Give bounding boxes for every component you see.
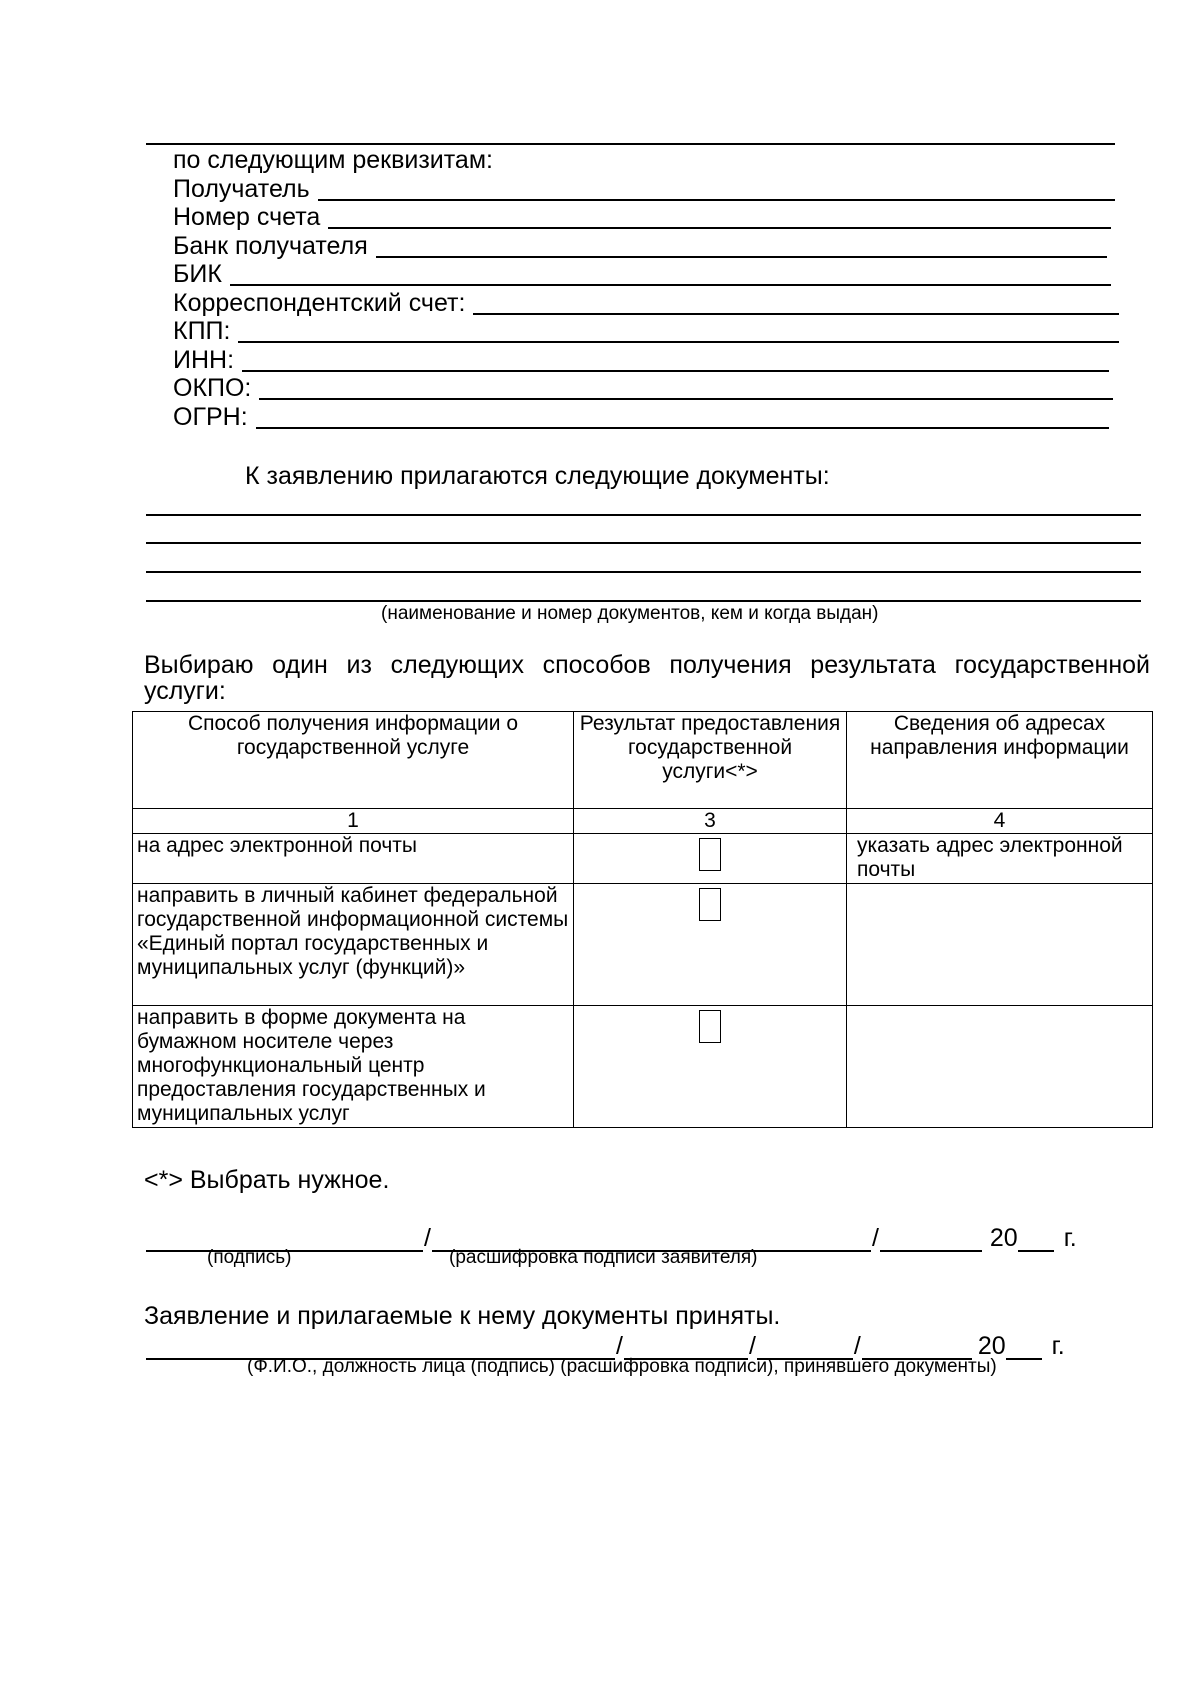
field-underline[interactable] — [473, 291, 1119, 315]
field-label: Номер счета — [173, 203, 321, 231]
attachments-heading: К заявлению прилагаются следующие документы: — [245, 462, 830, 490]
separator: / — [871, 1224, 879, 1252]
column-number: 4 — [847, 809, 1153, 834]
column-number: 1 — [133, 809, 574, 834]
field-label: Получатель — [173, 175, 310, 203]
field-bik[interactable] — [173, 260, 1111, 288]
field-ogrn[interactable] — [173, 403, 1109, 431]
result-cell — [574, 1006, 847, 1128]
address-email: указать адрес электронной почты — [847, 834, 1153, 884]
field-account-number[interactable] — [173, 203, 1111, 231]
attachments-caption: (наименование и номер документов, кем и когда выдан) — [381, 603, 879, 624]
acceptance-text: Заявление и прилагаемые к нему документы приняты. — [144, 1302, 781, 1330]
attachments-line-4[interactable] — [146, 600, 1141, 602]
table-row — [133, 884, 1153, 1006]
field-underline[interactable] — [259, 376, 1113, 400]
separator: / — [853, 1332, 861, 1360]
separator: / — [748, 1332, 756, 1360]
separator: / — [616, 1332, 623, 1360]
field-underline[interactable] — [242, 348, 1109, 372]
field-recipient[interactable] — [173, 175, 1115, 203]
year-prefix: 20 — [989, 1224, 1018, 1252]
table-number-row — [133, 809, 1153, 834]
field-underline[interactable] — [256, 405, 1109, 429]
field-underline[interactable] — [230, 262, 1111, 286]
year-suffix: г. — [1063, 1224, 1077, 1252]
field-kpp[interactable] — [173, 317, 1119, 345]
field-correspondent-account[interactable] — [173, 289, 1119, 317]
methods-table — [132, 711, 1153, 1128]
field-underline[interactable] — [238, 319, 1119, 343]
requisites-intro: по следующим реквизитам: — [173, 146, 493, 174]
field-label: Корреспондентский счет: — [173, 289, 466, 317]
header-address: Сведения об адресах направления информации — [847, 712, 1153, 809]
methods-intro: Выбираю один из следующих способов получения результата государственной услуги: — [144, 651, 1150, 705]
signature-caption: (подпись) — [207, 1247, 292, 1268]
date-field[interactable] — [880, 1226, 982, 1252]
method-personal-cabinet: направить в личный кабинет федеральной государственной информационной системы «Единый портал государственных и муниципальных услуг (функций)» — [133, 884, 574, 1006]
method-paper-mfc: направить в форме документа на бумажном носителе через многофункциональный центр предоставления государственных и муниципальных услуг — [133, 1006, 574, 1128]
attachments-line-2[interactable] — [146, 542, 1141, 544]
result-cell — [574, 834, 847, 884]
field-label: ОКПО: — [173, 374, 252, 402]
signature-decode-caption: (расшифровка подписи заявителя) — [449, 1247, 758, 1268]
top-continuation-line — [146, 143, 1115, 145]
field-label: БИК — [173, 260, 222, 288]
field-underline[interactable] — [328, 205, 1111, 229]
select-paper-checkbox[interactable] — [699, 1010, 721, 1043]
year-field[interactable] — [1018, 1226, 1054, 1252]
field-label: ИНН: — [173, 346, 235, 374]
table-row — [133, 1006, 1153, 1128]
field-recipient-bank[interactable] — [173, 232, 1107, 260]
select-portal-checkbox[interactable] — [699, 888, 721, 921]
year-suffix: г. — [1051, 1332, 1065, 1360]
column-number: 3 — [574, 809, 847, 834]
table-row — [133, 834, 1153, 884]
attachments-line-1[interactable] — [146, 514, 1141, 516]
result-cell — [574, 884, 847, 1006]
field-underline[interactable] — [318, 177, 1115, 201]
header-result: Результат предоставления государственной услуги<*> — [574, 712, 847, 809]
table-header-row — [133, 712, 1153, 809]
field-underline[interactable] — [376, 234, 1107, 258]
field-inn[interactable] — [173, 346, 1109, 374]
address-paper — [847, 1006, 1153, 1128]
header-method: Способ получения информации о государственной услуге — [133, 712, 574, 809]
separator: / — [424, 1224, 431, 1252]
field-label: КПП: — [173, 317, 231, 345]
field-label: Банк получателя — [173, 232, 368, 260]
method-email: на адрес электронной почты — [133, 834, 574, 884]
acceptance-year-field[interactable] — [1006, 1334, 1042, 1360]
address-portal — [847, 884, 1153, 1006]
acceptance-caption: (Ф.И.О., должность лица (подпись) (расшифровка подписи), принявшего документы) — [247, 1356, 997, 1377]
field-okpo[interactable] — [173, 374, 1113, 402]
field-label: ОГРН: — [173, 403, 248, 431]
attachments-line-3[interactable] — [146, 571, 1141, 573]
footnote: <*> Выбрать нужное. — [144, 1166, 390, 1194]
select-email-checkbox[interactable] — [699, 838, 721, 871]
year-prefix: 20 — [977, 1332, 1006, 1360]
